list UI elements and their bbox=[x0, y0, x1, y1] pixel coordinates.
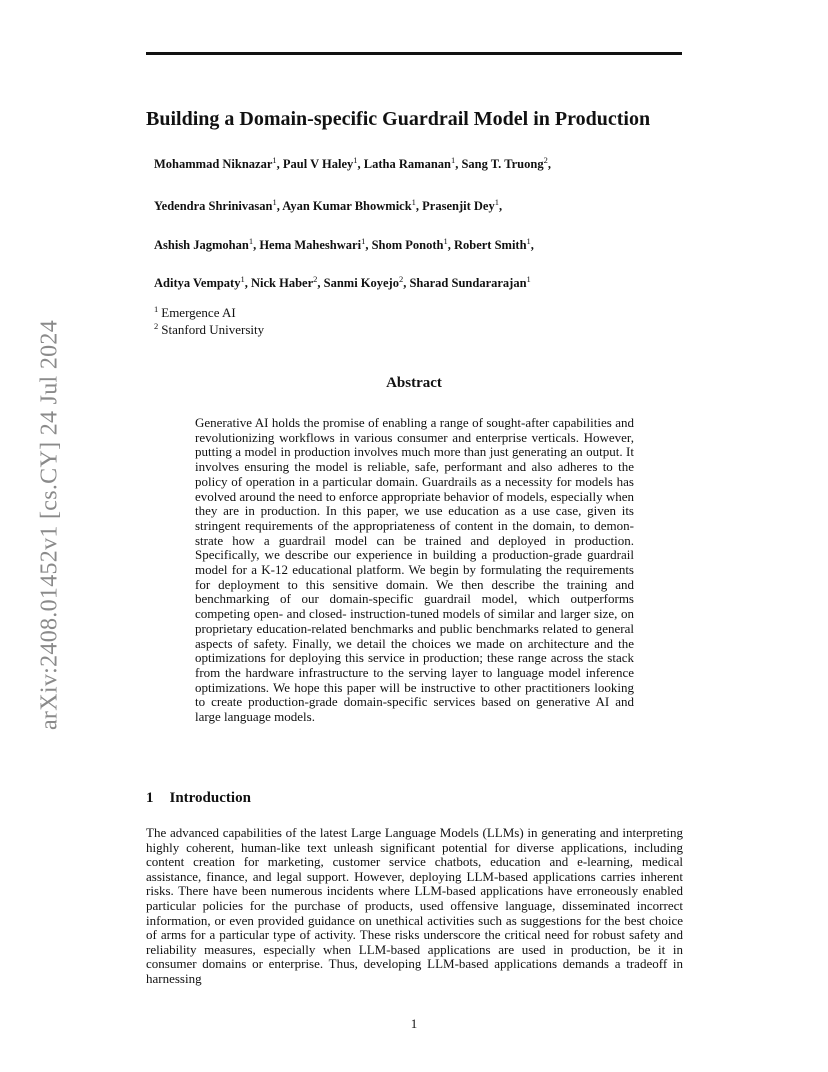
section-title: Introduction bbox=[169, 790, 251, 806]
affiliation-2: $^2$ Stanford University bbox=[154, 321, 265, 337]
header-rule bbox=[146, 52, 682, 55]
author-line-3: Ashish Jagmohan$^1$, Hema Maheshwari$^1$, Shom Ponoth$^1$, Robert Smith$^1$, bbox=[154, 236, 534, 252]
author-line-2: Yedendra Shrinivasan$^1$, Ayan Kumar Bhowmick$^1$, Prasenjit Dey$^1$, bbox=[154, 197, 503, 213]
abstract-text: Generative AI holds the promise of enabling a range of sought-after capabilities and revolutionizing workflows in various consumer and enterprise verticals. However, putting a model in production involves much more than just generating an output. It involves ensuring the model is reliable, safe, performant and also adheres to the policy of operation in a particular domain. Guardrails as a necessity for models has evolved around the need to enforce appropriate behavior of models, especially when they are in production. In this paper, we use education as a use case, given its stringent requirements of the appropriateness of content in the domain, to demonstrate how a guardrail model can be trained and deployed in production. Specifically, we describe our experience in building a production-grade guardrail model for a K-12 educational platform. We begin by formulating the requirements for deployment to this sensitive domain. We then describe the training and benchmarking of our domain-specific guardrail model, which outperforms competing open- and closed- instruction-tuned models of similar and larger size, on proprietary education-related benchmarks and public benchmarks related to general aspects of safety. Finally, we detail the choices we made on architecture and the optimizations for deploying this service in production; these range across the stack from the hardware infrastructure to the serving layer to language model inference optimizations. We hope this paper will be instructive to other practitioners looking to create production-grade domain-specific services based on generative AI and large language models. bbox=[195, 415, 634, 725]
author-line-4: Aditya Vempaty$^1$, Nick Haber$^2$, Sanmi Koyejo$^2$, Sharad Sundararajan$^1$ bbox=[154, 274, 531, 290]
arxiv-identifier: arXiv:2408.01452v1 [cs.CY] 24 Jul 2024 bbox=[36, 319, 63, 731]
section-heading bbox=[146, 790, 251, 807]
page-number: 1 bbox=[410, 1016, 418, 1031]
section-number: 1 bbox=[146, 790, 154, 806]
abstract-heading: Abstract bbox=[386, 375, 442, 391]
author-line-1: Mohammad Niknazar$^1$, Paul V Haley$^1$, Latha Ramanan$^1$, Sang T. Truong$^2$, bbox=[154, 155, 551, 171]
paper-title: Building a Domain-specific Guardrail Model in Production bbox=[146, 108, 651, 130]
introduction-text: The advanced capabilities of the latest Large Language Models (LLMs) in generating and interpreting highly coherent, human-like text unleash significant potential for diverse applications, including content creation for marketing, customer service chatbots, education and e-learning, medical assistance, finance, and legal support. However, deploying LLM-based applications carries inherent risks. There have been numerous incidents where LLM-based applications have erroneously enabled particular policies for the purchase of products, used offensive language, disseminated incorrect information, or even provided guidance on unethical activities such as suggestions for the best choice of arms for a particular type of activity. These risks underscore the critical need for robust safety and reliability measures, especially when LLM-based applications are used in production, be it in consumer domains or enterprise. Thus, developing LLM-based applications demands a tradeoff in harnessing bbox=[146, 825, 683, 986]
affiliation-1: $^1$ Emergence AI bbox=[154, 304, 236, 320]
